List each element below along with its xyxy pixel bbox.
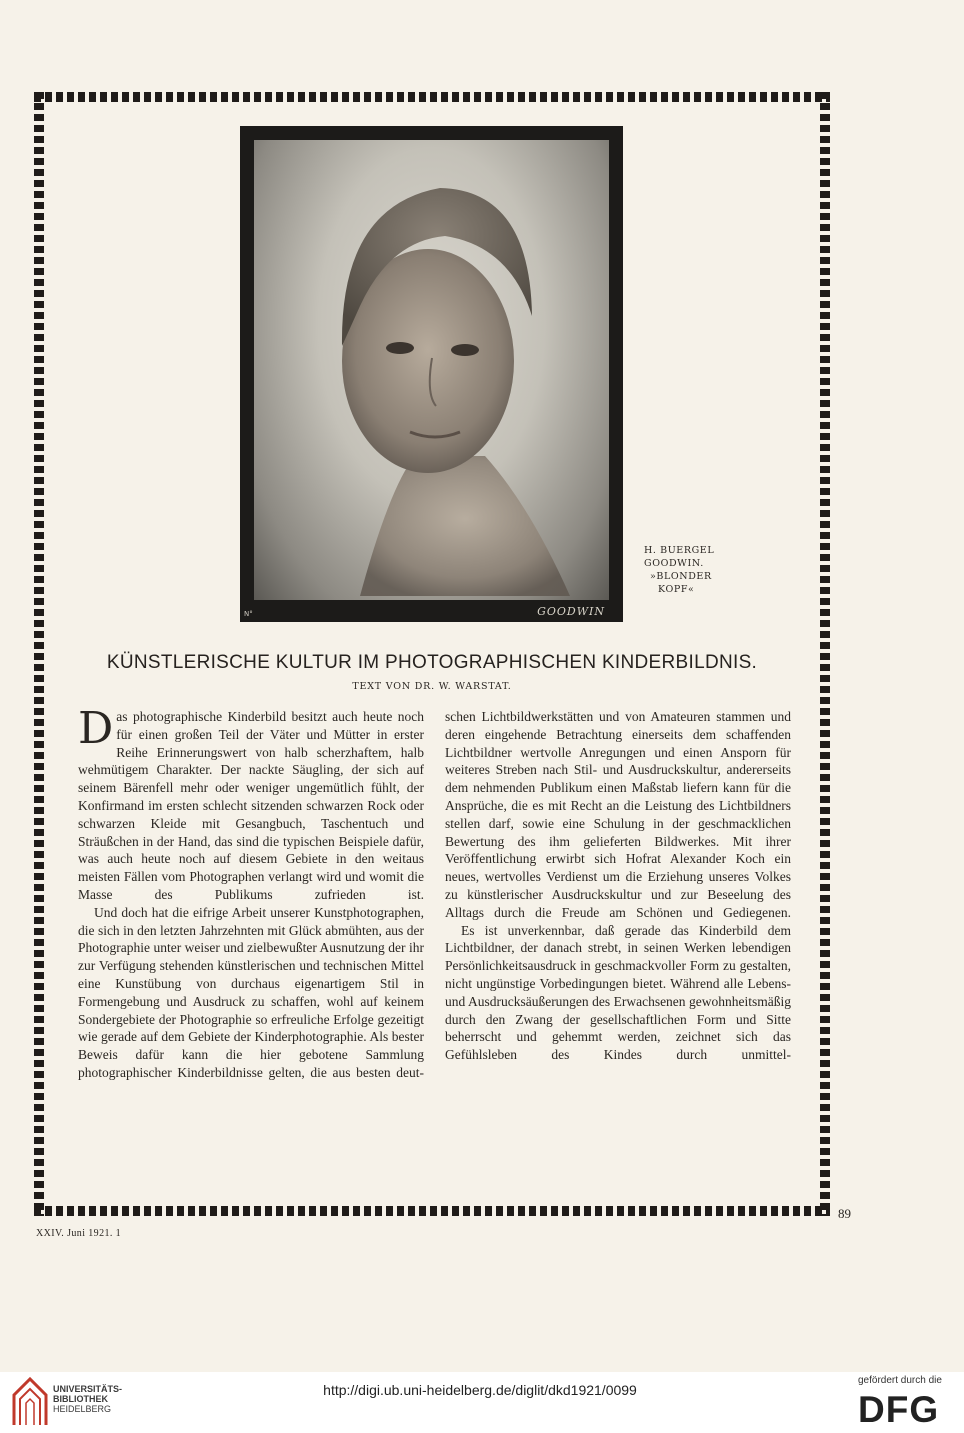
volume-info: XXIV. Juni 1921. 1: [36, 1228, 122, 1239]
caption-line: GOODWIN.: [644, 558, 704, 569]
source-url-link[interactable]: http://digi.ub.uni-heidelberg.de/diglit/dkd1921/0099: [323, 1382, 637, 1398]
article-headline: KÜNSTLERISCHE KULTUR IM PHOTOGRAPHISCHEN KINDERBILDNIS.: [106, 652, 758, 673]
page-number: 89: [838, 1206, 851, 1221]
text-column-right: [445, 708, 791, 1064]
paragraph-text: as photographische Kinderbild besitzt auch heute noch für einen großen Teil der Väter und Mütter in erster Reihe Erinnerungswert von halb scherzhaftem, halb wehmütigem Charakter. Der nackte Säugling, der sich auf seinem Bärenfell mehr oder weniger ungemütlich fühlt, der Konfirmand im ersten schlecht sitzenden schwarzen Rock oder schwarzen Kleide mit Gesangbuch, Taschentuch und Sträußchen in der Hand, das sind die typischen Beispiele dafür, was auch heute noch auf diesem Gebiete in den weitaus meisten Fällen vom Photographen verlangt wird und womit die Masse des Publikums zufrieden ist.: [78, 709, 424, 902]
portrait-photograph: [240, 126, 623, 622]
caption-line: H. BUERGEL: [644, 545, 715, 556]
photographer-signature: GOODWIN: [537, 605, 605, 618]
library-name-line: BIBLIOTHEK: [53, 1394, 108, 1404]
drop-cap: D: [78, 703, 114, 754]
border-bottom: [34, 1206, 830, 1216]
library-name-line: HEIDELBERG: [53, 1404, 112, 1414]
photo-mark: N°: [244, 610, 253, 618]
funding-label: gefördert durch die: [858, 1375, 942, 1386]
university-library-logo-icon: [10, 1375, 50, 1427]
paragraph: schen Lichtbildwerkstätten und von Amateuren stammen und deren eingehende Betrachtung einerseits dem schaffenden Lichtbildner wertvolle Anregungen und einen Ansporn für weiteres Streben nach Stil- und Ausdruckskultur, andererseits dem nehmenden Publikum einen Maßstab liefern kann für die Ansprüche, die es mit Recht an die Leistung des Lichtbildners stellen darf, sowie eine Schulung in der geschmacklichen Bewertung des ihm gelieferten Bildwerkes. Mit ihrer Veröffentlichung erwirbt sich Hofrat Alexander Koch ein neues, wertvolles Verdienst um die Erziehung unseres Volkes zu künstlerischer Ausdruckskultur und zur Beseelung des Alltags durch die Freude am Schönen und Gediegenen.: [445, 709, 791, 920]
library-name-line: UNIVERSITÄTS-: [53, 1384, 123, 1394]
border-top: [34, 92, 830, 102]
paragraph: Es ist unverkennbar, daß gerade das Kinderbild dem Lichtbildner, der danach strebt, in seinen Werken lebendigen Persönlichkeitsausdruck in geschmackvoller Form zu gestalten, nicht ungünstige Vorbedingungen bietet. Während alle Lebens- und Ausdrucksäußerungen des Erwachsenen gewohnheitsmäßig durch den Zwang der gesellschaftlichen Form und Sitte beherrscht und gehemmt werden, zeichnet sich das Gefühlsleben des Kindes durch unmittel-: [445, 922, 791, 1063]
portrait-figure: [240, 126, 623, 622]
article-byline: TEXT VON DR. W. WARSTAT.: [352, 681, 512, 692]
library-name: [53, 1384, 163, 1414]
paragraph: Und doch hat die eifrige Arbeit unserer Kunstphotographen, die sich in den letzten Jahrzehnten mit Glück abmühten, aus der Photographie unter weiser und zielbewußter Ausnutzung der ihr zur Verfügung stehenden künstlerischen und technischen Mittel eine Kunstübung von durchaus eigenartigem Stil in Formengebung und Ausdruck zu schaffen, wohl auf keinem Sondergebiete der Photographie so erfreuliche Erfolge gezeitigt wie gerade auf dem Gebiete der Kinderphotographie. Als bester Beweis dafür kann die hier gebotene Sammlung photographischer Kinderbildnisse gelten, die aus besten deut-: [78, 904, 424, 1080]
dfg-logo: DFG: [858, 1389, 940, 1430]
paragraph: [78, 703, 424, 904]
photo-caption: [644, 544, 744, 596]
caption-line: KOPF«: [658, 584, 695, 595]
text-column-left: [78, 703, 424, 1082]
caption-line: »BLONDER: [650, 571, 712, 582]
